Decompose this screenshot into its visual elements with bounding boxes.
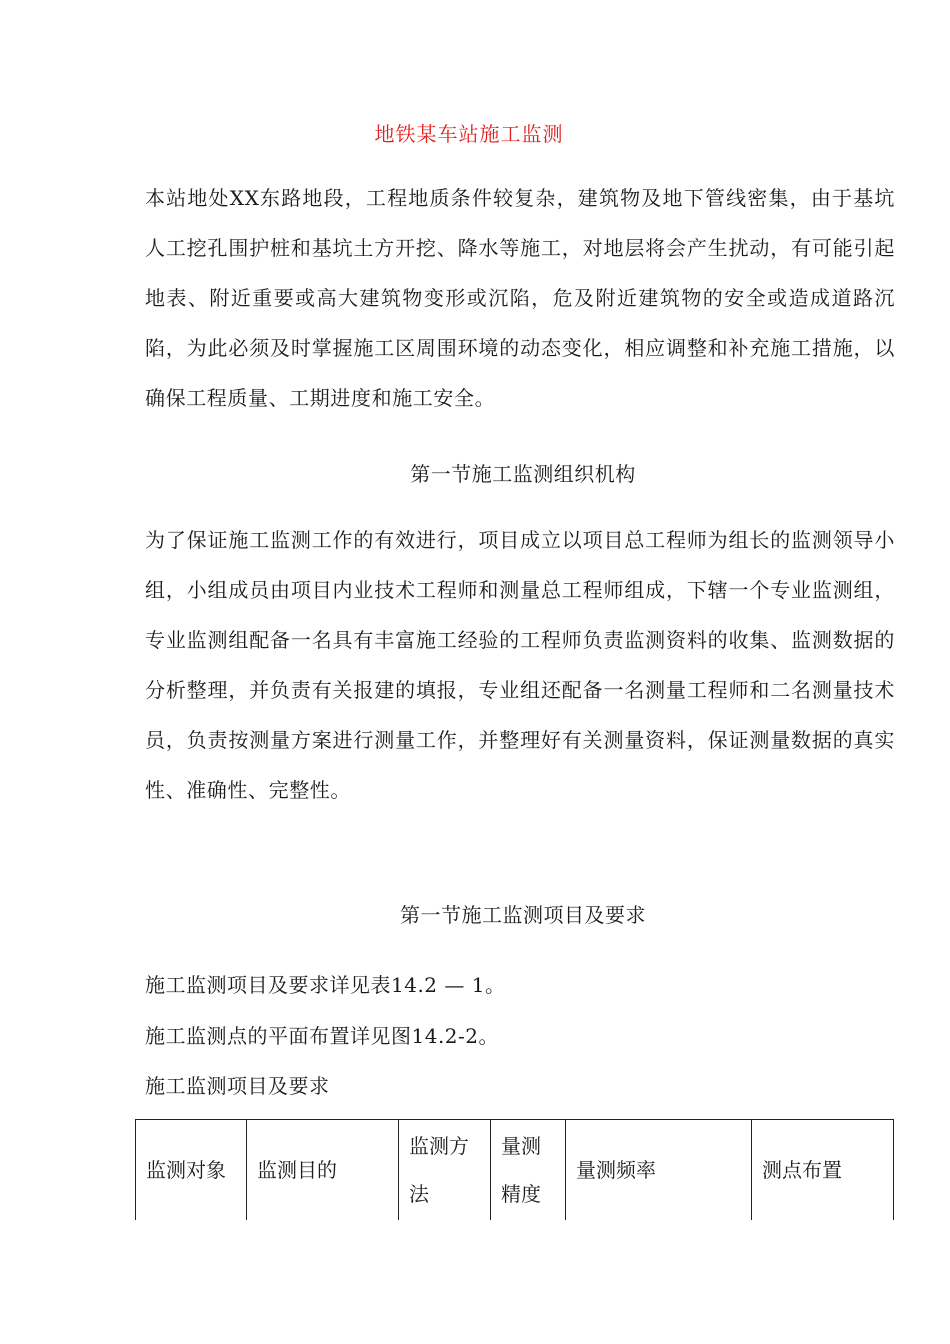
table-reference-line: 施工监测项目及要求详见表14.2 — 1。: [145, 973, 506, 997]
header-cell-precision: 量测精度: [491, 1120, 566, 1221]
header-cell-method: 监测方法: [399, 1120, 491, 1221]
section-heading-items: 第一节施工监测项目及要求: [400, 903, 646, 927]
organization-paragraph: 为了保证施工监测工作的有效进行，项目成立以项目总工程师为组长的监测领导小组，小组成员由项目内业技术工程师和测量总工程师组成，下辖一个专业监测组，专业监测组配备一名具有丰富施工经验的工程师负责监测资料的收集、监测数据的分析整理，并负责有关报建的填报，专业组还配备一名测量工程师和二名测量技术员，负责按测量方案进行测量工作，并整理好有关测量资料，保证测量数据的真实性、准确性、完整性。: [145, 528, 895, 802]
intro-paragraph: 本站地处XX东路地段，工程地质条件较复杂，建筑物及地下管线密集，由于基坑人工挖孔围护桩和基坑土方开挖、降水等施工，对地层将会产生扰动，有可能引起地表、附近重要或高大建筑物变形或沉陷，危及附近建筑物的安全或造成道路沉陷，为此必须及时掌握施工区周围环境的动态变化，相应调整和补充施工措施，以确保工程质量、工期进度和施工安全。: [145, 186, 895, 410]
table-caption: 施工监测项目及要求: [145, 1074, 330, 1098]
table-header-row: [136, 1120, 894, 1221]
section-heading-organization: 第一节施工监测组织机构: [410, 462, 636, 486]
header-cell-object: 监测对象: [136, 1120, 247, 1221]
figure-reference-line: 施工监测点的平面布置详见图14.2-2。: [145, 1024, 500, 1048]
header-cell-layout: 测点布置: [752, 1120, 894, 1221]
document-title: 地铁某车站施工监测: [374, 122, 564, 146]
header-cell-purpose: 监测目的: [247, 1120, 399, 1221]
header-cell-frequency: 量测频率: [566, 1120, 752, 1221]
monitoring-table: [135, 1119, 894, 1220]
